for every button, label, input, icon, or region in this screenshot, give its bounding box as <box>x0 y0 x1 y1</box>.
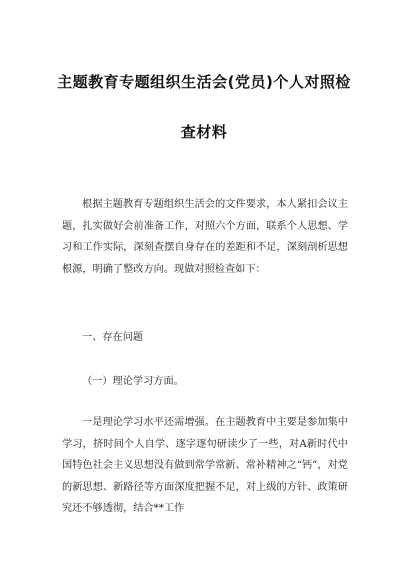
subsection-heading: （一）理论学习方面。 <box>82 376 184 387</box>
document-title-line-2: 查材料 <box>180 123 228 141</box>
intro-paragraph: 根据主题教育专题组织生活会的文件要求，本人紧扣会议主题，扎实做好会前准备工作，对照六个方面，联系个人思想、学习和工作实际，深刻查摆自身存在的差距和不足，深刻剖析思想根源，明确了整改方向。现做对照检查如下： <box>62 199 348 275</box>
section-heading: 一、存在问题 <box>82 332 144 343</box>
body-paragraph: 一是理论学习水平还需增强。在主题教育中主要是参加集中学习，挤时间个人自学、逐字逐句研读少了一些，对A新时代中国特色社会主义思想没有做到常学常新、常补精神之“钙”，对党的新思想、新路径等方面深度把握不足，对上级的方针、政策研究还不够透彻，结合**工作 <box>62 417 348 514</box>
document-title-line-1: 主题教育专题组织生活会(党员)个人对照检 <box>57 73 351 91</box>
